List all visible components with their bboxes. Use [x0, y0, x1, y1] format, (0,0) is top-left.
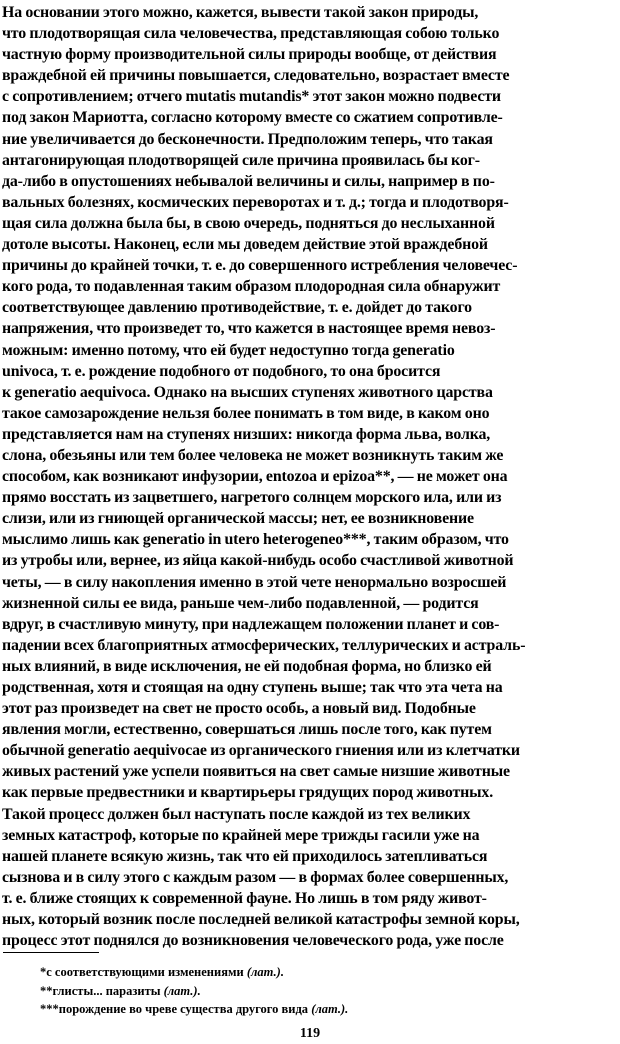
page-number: 119: [299, 1026, 321, 1041]
text-line: вальных болезнях, космических переворотах и т. д.; тогда и плодотворя-: [2, 193, 509, 211]
footnote-lang: (лат.).: [246, 965, 284, 979]
text-line: с сопротивлением; отчего mutatis mutandis* этот закон можно подвести: [2, 88, 501, 106]
text-line: жизненной силы ее вида, раньше чем-либо подавленной, — родится: [2, 594, 479, 612]
text-line: univoca, т. е. рождение подобного от подобного, то она бросится: [2, 362, 441, 380]
footnote-text: с соответствующими изменениями: [46, 965, 244, 979]
text-line: земных катастроф, которые по крайней мере трижды гасили уже на: [2, 826, 480, 844]
footnote-item: [40, 1000, 600, 1019]
text-line: вдруг, в счастливую минуту, при надлежащем положении планет и сов-: [2, 615, 500, 633]
text-line: сызнова и в силу этого с каждым разом — в формах более совершенных,: [2, 868, 509, 886]
text-line: представляется нам на ступенях низших: никогда форма льва, волка,: [2, 425, 491, 443]
text-line: можным: именно потому, что ей будет недоступно тогда generatio: [2, 341, 455, 359]
text-line: четы, — в силу накопления именно в этой чете ненормально возросшей: [2, 573, 507, 591]
text-line: частную форму производительной силы природы вообще, от действия: [2, 46, 497, 64]
text-line: что плодотворящая сила человечества, представляющая собою только: [2, 25, 500, 43]
footnote-item: [40, 982, 600, 1001]
main-text: [2, 2, 618, 951]
text-line: прямо восстать из зацветшего, нагретого солнцем морского ила, или из: [2, 489, 502, 507]
text-line: обычной generatio aequivocae из органического гниения или из клетчатки: [2, 742, 520, 760]
text-line: На основании этого можно, кажется, вывести такой закон природы,: [2, 4, 479, 21]
text-line: антагонирующая плодотворящей силе причина проявилась бы ког-: [2, 151, 480, 169]
footnote-divider: [3, 952, 99, 953]
text-line: враждебной ей причины повышается, следовательно, возрастает вместе: [2, 67, 510, 85]
footnote-marker: ***: [40, 1002, 59, 1016]
text-line: Такой процесс должен был наступать после каждой из тех великих: [2, 805, 471, 823]
text-line: родственная, хотя и стоящая на одну ступень выше; так что эта чета на: [2, 679, 503, 696]
text-line: этот раз произведет на свет не просто особь, а новый вид. Подобные: [2, 700, 476, 718]
text-line: способом, как возникают инфузории, entozoa и epizoa**, — не может она: [2, 468, 508, 486]
text-line: ных влияний, в виде исключения, не ей подобная форма, но близко ей: [2, 657, 492, 675]
footnotes: [40, 963, 600, 1019]
text-line: мыслимо лишь как generatio in utero heterogeneo***, таким образом, что: [2, 531, 509, 549]
text-line: дотоле высоты. Наконец, если мы доведем действие этой враждебной: [2, 236, 488, 254]
footnote-text: порождение во чреве существа другого вида: [58, 1002, 309, 1016]
text-line: кого рода, то подавленная таким образом плодородная сила обнаружит: [2, 278, 501, 296]
footnote-item: [40, 963, 600, 982]
footnote-lang: (лат.).: [163, 983, 201, 998]
footnote-lang: (лат.).: [311, 1002, 349, 1016]
text-line: падении всех благоприятных атмосферических, теллурических и астраль-: [2, 636, 526, 654]
text-line: из утробы или, вернее, из яйца какой-нибудь особо счастливой животной: [2, 552, 514, 570]
text-line: такое самозарождение нельзя более понимать в том виде, в каком оно: [2, 404, 490, 422]
text-line: ние увеличивается до бесконечности. Предположим теперь, что такая: [2, 130, 493, 148]
text-line: слизи, или из гниющей органической массы; нет, ее возникновение: [2, 510, 474, 528]
footnote-text: глисты... паразиты: [52, 983, 161, 998]
text-line: слона, обезьяны или тем более человека не может возникнуть таким же: [2, 446, 504, 464]
text-line: нашей планете всякую жизнь, так что ей приходилось затепливаться: [2, 847, 488, 865]
text-line: напряжения, что произведет то, что кажется в настоящее время невоз-: [2, 320, 496, 338]
text-line: процесс этот поднялся до возникновения человеческого рода, уже после: [2, 932, 504, 950]
text-line: т. е. ближе стоящих к современной фауне. Но лишь в том ряду живот-: [2, 889, 487, 907]
text-line: как первые предвестники и квартирьеры грядущих пород животных.: [2, 784, 494, 802]
footnote-marker: **: [40, 983, 53, 998]
footnote-marker: *: [40, 965, 47, 979]
text-line: щая сила должна была бы, в свою очередь, подняться до неслыханной: [2, 214, 495, 232]
text-line: под закон Мариотта, согласно которому вместе со сжатием сопротивле-: [2, 109, 503, 127]
text-line: живых растений уже успели появиться на свет самые низшие животные: [2, 763, 510, 781]
text-line: к generatio aequivoca. Однако на высших ступенях животного царства: [2, 383, 493, 401]
text-line: явления могли, естественно, совершаться лишь после того, как путем: [2, 721, 492, 739]
text-line: да-либо в опустошениях небывалой величины и силы, например в по-: [2, 172, 495, 190]
text-line: соответствующее давлению противодействие, т. е. дойдет до такого: [2, 299, 472, 317]
text-line: причины до крайней точки, т. е. до совершенного истребления человечес-: [2, 257, 518, 275]
text-line: ных, который возник после последней великой катастрофы земной коры,: [2, 911, 520, 929]
